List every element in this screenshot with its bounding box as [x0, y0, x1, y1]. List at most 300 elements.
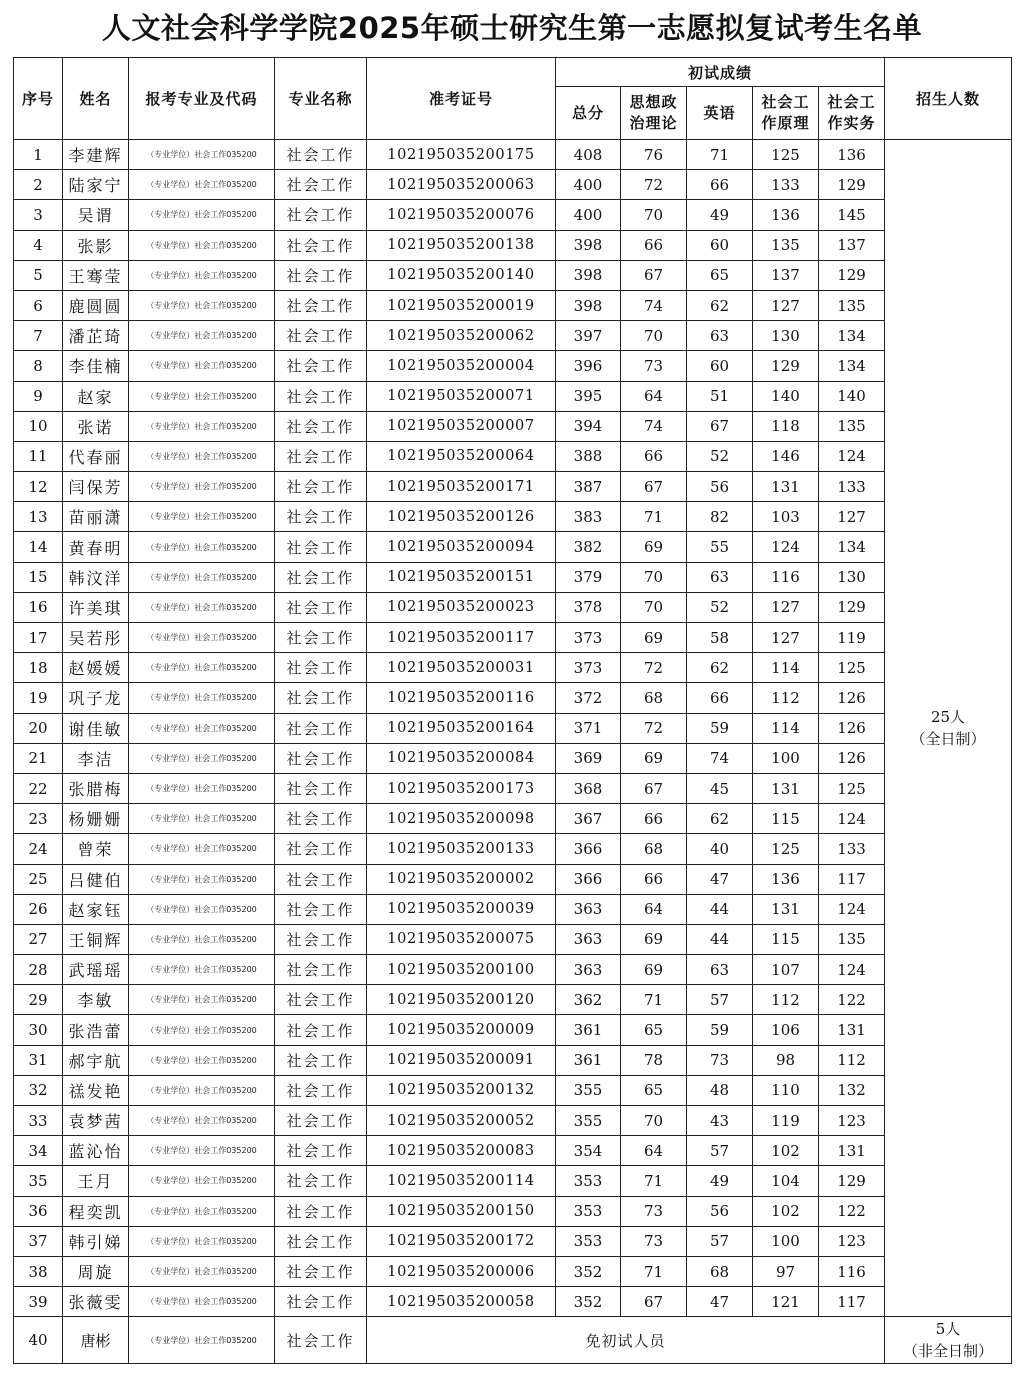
cell-major-name: 社会工作: [275, 1256, 367, 1286]
cell-principles: 112: [753, 683, 819, 713]
cell-major-name: 社会工作: [275, 592, 367, 622]
cell-seq: 13: [14, 502, 63, 532]
cell-politics: 64: [621, 381, 687, 411]
cell-practice: 129: [819, 260, 885, 290]
cell-major-code: （专业学位）社会工作035200: [129, 743, 275, 773]
cell-seq: 18: [14, 653, 63, 683]
cell-english: 82: [687, 502, 753, 532]
table-row: [14, 864, 1012, 894]
cell-major-code: （专业学位）社会工作035200: [129, 773, 275, 803]
cell-principles: 140: [753, 381, 819, 411]
cell-principles: 127: [753, 290, 819, 320]
cell-name: 赵家: [63, 381, 129, 411]
cell-major-name: 社会工作: [275, 502, 367, 532]
cell-politics: 70: [621, 1106, 687, 1136]
cell-politics: 70: [621, 592, 687, 622]
cell-major-code: （专业学位）社会工作035200: [129, 864, 275, 894]
cell-principles: 110: [753, 1075, 819, 1105]
table-row: [14, 804, 1012, 834]
cell-major-code: （专业学位）社会工作035200: [129, 170, 275, 200]
cell-name: 张影: [63, 230, 129, 260]
cell-exam-id: 102195035200098: [367, 804, 556, 834]
cell-total: 378: [556, 592, 621, 622]
cell-practice: 124: [819, 804, 885, 834]
cell-principles: 115: [753, 924, 819, 954]
cell-english: 65: [687, 260, 753, 290]
cell-major-name: 社会工作: [275, 864, 367, 894]
header-english: 英语: [687, 87, 753, 140]
cell-practice: 145: [819, 200, 885, 230]
cell-principles: 115: [753, 804, 819, 834]
cell-total: 398: [556, 290, 621, 320]
cell-english: 43: [687, 1106, 753, 1136]
cell-principles: 136: [753, 864, 819, 894]
cell-total: 397: [556, 321, 621, 351]
cell-major-code: （专业学位）社会工作035200: [129, 532, 275, 562]
table-row: [14, 260, 1012, 290]
table-row: [14, 170, 1012, 200]
cell-exam-id: 102195035200083: [367, 1136, 556, 1166]
cell-major-code: （专业学位）社会工作035200: [129, 140, 275, 170]
cell-seq: 39: [14, 1287, 63, 1317]
table-row: [14, 924, 1012, 954]
cell-english: 40: [687, 834, 753, 864]
cell-quota-parttime: [885, 1317, 1012, 1364]
cell-major-code: （专业学位）社会工作035200: [129, 924, 275, 954]
cell-seq: 10: [14, 411, 63, 441]
cell-english: 49: [687, 1166, 753, 1196]
cell-total: 355: [556, 1075, 621, 1105]
cell-english: 44: [687, 924, 753, 954]
cell-name: 唐彬: [63, 1317, 129, 1364]
cell-practice: 125: [819, 653, 885, 683]
cell-total: 363: [556, 955, 621, 985]
cell-name: 张薇雯: [63, 1287, 129, 1317]
cell-seq: 2: [14, 170, 63, 200]
cell-major-name: 社会工作: [275, 1136, 367, 1166]
cell-practice: 126: [819, 683, 885, 713]
cell-exam-id: 102195035200023: [367, 592, 556, 622]
table-row: [14, 1045, 1012, 1075]
cell-principles: 127: [753, 592, 819, 622]
cell-major-code: （专业学位）社会工作035200: [129, 230, 275, 260]
cell-major-code: （专业学位）社会工作035200: [129, 200, 275, 230]
table-row: [14, 1256, 1012, 1286]
cell-seq: 26: [14, 894, 63, 924]
cell-politics: 70: [621, 200, 687, 230]
cell-total: 363: [556, 924, 621, 954]
cell-exam-id: 102195035200075: [367, 924, 556, 954]
cell-exam-id: 102195035200117: [367, 623, 556, 653]
cell-english: 45: [687, 773, 753, 803]
cell-practice: 124: [819, 894, 885, 924]
cell-english: 68: [687, 1256, 753, 1286]
cell-major-name: 社会工作: [275, 472, 367, 502]
table-row: [14, 653, 1012, 683]
cell-total: 354: [556, 1136, 621, 1166]
cell-name: 许美琪: [63, 592, 129, 622]
cell-name: 张诺: [63, 411, 129, 441]
cell-exam-id: 102195035200039: [367, 894, 556, 924]
cell-principles: 131: [753, 472, 819, 502]
cell-exam-id: 102195035200006: [367, 1256, 556, 1286]
table-row: [14, 1075, 1012, 1105]
table-row: [14, 743, 1012, 773]
cell-major-code: （专业学位）社会工作035200: [129, 683, 275, 713]
cell-english: 66: [687, 170, 753, 200]
cell-total: 371: [556, 713, 621, 743]
cell-exam-id: 102195035200019: [367, 290, 556, 320]
cell-english: 62: [687, 653, 753, 683]
cell-seq: 30: [14, 1015, 63, 1045]
cell-politics: 78: [621, 1045, 687, 1075]
cell-major-code: （专业学位）社会工作035200: [129, 321, 275, 351]
cell-principles: 124: [753, 532, 819, 562]
cell-principles: 103: [753, 502, 819, 532]
cell-english: 52: [687, 441, 753, 471]
quota-fulltime-label: （全日制）: [910, 730, 986, 749]
cell-major-code: （专业学位）社会工作035200: [129, 713, 275, 743]
cell-total: 372: [556, 683, 621, 713]
cell-major-name: 社会工作: [275, 713, 367, 743]
cell-total: 398: [556, 230, 621, 260]
cell-politics: 72: [621, 653, 687, 683]
cell-exam-id: 102195035200076: [367, 200, 556, 230]
table-row: [14, 1226, 1012, 1256]
cell-major-name: 社会工作: [275, 1075, 367, 1105]
cell-practice: 122: [819, 1196, 885, 1226]
cell-name: 蓝沁怡: [63, 1136, 129, 1166]
table-row: [14, 1106, 1012, 1136]
cell-name: 黄春明: [63, 532, 129, 562]
cell-major-code: （专业学位）社会工作035200: [129, 1317, 275, 1364]
cell-total: 373: [556, 653, 621, 683]
cell-practice: 136: [819, 140, 885, 170]
quota-fulltime-count: 25人: [930, 708, 966, 727]
cell-major-name: 社会工作: [275, 351, 367, 381]
cell-principles: 131: [753, 894, 819, 924]
table-row: [14, 562, 1012, 592]
cell-total: 361: [556, 1045, 621, 1075]
cell-major-code: （专业学位）社会工作035200: [129, 804, 275, 834]
cell-principles: 118: [753, 411, 819, 441]
cell-total: 353: [556, 1226, 621, 1256]
cell-major-code: （专业学位）社会工作035200: [129, 351, 275, 381]
cell-major-code: （专业学位）社会工作035200: [129, 592, 275, 622]
cell-politics: 73: [621, 351, 687, 381]
cell-politics: 69: [621, 623, 687, 653]
cell-seq: 19: [14, 683, 63, 713]
cell-major-code: （专业学位）社会工作035200: [129, 834, 275, 864]
cell-principles: 107: [753, 955, 819, 985]
cell-name: 程奕凯: [63, 1196, 129, 1226]
cell-name: 王月: [63, 1166, 129, 1196]
cell-english: 59: [687, 1015, 753, 1045]
cell-english: 73: [687, 1045, 753, 1075]
cell-name: 潘芷琦: [63, 321, 129, 351]
cell-major-code: （专业学位）社会工作035200: [129, 955, 275, 985]
cell-exam-id: 102195035200004: [367, 351, 556, 381]
cell-politics: 66: [621, 441, 687, 471]
cell-principles: 116: [753, 562, 819, 592]
cell-name: 闫保芳: [63, 472, 129, 502]
cell-principles: 100: [753, 743, 819, 773]
cell-name: 鹿圆圆: [63, 290, 129, 320]
table-row: [14, 1136, 1012, 1166]
cell-major-name: 社会工作: [275, 743, 367, 773]
table-row: [14, 321, 1012, 351]
cell-seq: 12: [14, 472, 63, 502]
cell-english: 58: [687, 623, 753, 653]
cell-english: 56: [687, 1196, 753, 1226]
table-row: [14, 351, 1012, 381]
cell-principles: 127: [753, 623, 819, 653]
cell-exam-id: 102195035200132: [367, 1075, 556, 1105]
cell-major-name: 社会工作: [275, 834, 367, 864]
header-principles: [753, 87, 819, 140]
table-row: [14, 502, 1012, 532]
cell-major-name: 社会工作: [275, 321, 367, 351]
cell-principles: 130: [753, 321, 819, 351]
cell-seq: 28: [14, 955, 63, 985]
cell-principles: 133: [753, 170, 819, 200]
cell-practice: 134: [819, 321, 885, 351]
cell-total: 363: [556, 894, 621, 924]
cell-politics: 67: [621, 472, 687, 502]
cell-total: 373: [556, 623, 621, 653]
header-principles-line1: 社会工: [761, 93, 810, 111]
cell-major-code: （专业学位）社会工作035200: [129, 1287, 275, 1317]
cell-seq: 11: [14, 441, 63, 471]
cell-seq: 40: [14, 1317, 63, 1364]
cell-exam-id: 102195035200150: [367, 1196, 556, 1226]
cell-practice: 132: [819, 1075, 885, 1105]
cell-politics: 72: [621, 170, 687, 200]
cell-major-name: 社会工作: [275, 1196, 367, 1226]
cell-practice: 134: [819, 351, 885, 381]
cell-seq: 7: [14, 321, 63, 351]
cell-politics: 67: [621, 1287, 687, 1317]
cell-seq: 31: [14, 1045, 63, 1075]
cell-practice: 122: [819, 985, 885, 1015]
header-politics: [621, 87, 687, 140]
cell-name: 赵家钰: [63, 894, 129, 924]
cell-name: 赵媛媛: [63, 653, 129, 683]
cell-name: 李洁: [63, 743, 129, 773]
cell-politics: 71: [621, 1256, 687, 1286]
table-row: [14, 955, 1012, 985]
cell-name: 苗丽潇: [63, 502, 129, 532]
cell-total: 369: [556, 743, 621, 773]
cell-practice: 135: [819, 924, 885, 954]
cell-politics: 66: [621, 804, 687, 834]
cell-politics: 64: [621, 1136, 687, 1166]
cell-english: 47: [687, 1287, 753, 1317]
table-row: [14, 200, 1012, 230]
cell-major-name: 社会工作: [275, 441, 367, 471]
cell-seq: 4: [14, 230, 63, 260]
cell-seq: 20: [14, 713, 63, 743]
cell-seq: 27: [14, 924, 63, 954]
cell-major-code: （专业学位）社会工作035200: [129, 290, 275, 320]
cell-seq: 14: [14, 532, 63, 562]
cell-principles: 114: [753, 653, 819, 683]
table-row: [14, 140, 1012, 170]
cell-major-name: 社会工作: [275, 924, 367, 954]
cell-name: 代春丽: [63, 441, 129, 471]
cell-principles: 119: [753, 1106, 819, 1136]
cell-politics: 67: [621, 260, 687, 290]
cell-principles: 102: [753, 1136, 819, 1166]
cell-practice: 131: [819, 1015, 885, 1045]
cell-english: 63: [687, 562, 753, 592]
table-row: [14, 381, 1012, 411]
cell-major-name: 社会工作: [275, 381, 367, 411]
cell-seq: 29: [14, 985, 63, 1015]
header-name: 姓名: [63, 58, 129, 140]
cell-practice: 124: [819, 955, 885, 985]
cell-exam-id: 102195035200114: [367, 1166, 556, 1196]
cell-principles: 112: [753, 985, 819, 1015]
cell-name: 袁梦茜: [63, 1106, 129, 1136]
cell-english: 49: [687, 200, 753, 230]
cell-politics: 70: [621, 321, 687, 351]
cell-exam-id: 102195035200171: [367, 472, 556, 502]
cell-seq: 35: [14, 1166, 63, 1196]
cell-major-code: （专业学位）社会工作035200: [129, 1075, 275, 1105]
header-major-name: 专业名称: [275, 58, 367, 140]
table-row: [14, 834, 1012, 864]
cell-politics: 70: [621, 562, 687, 592]
table-row: [14, 472, 1012, 502]
cell-english: 67: [687, 411, 753, 441]
cell-english: 56: [687, 472, 753, 502]
cell-principles: 125: [753, 834, 819, 864]
cell-seq: 6: [14, 290, 63, 320]
cell-exam-id: 102195035200009: [367, 1015, 556, 1045]
cell-major-name: 社会工作: [275, 1226, 367, 1256]
cell-major-name: 社会工作: [275, 140, 367, 170]
page-title: 人文社会科学学院2025年硕士研究生第一志愿拟复试考生名单: [101, 11, 923, 45]
table-row: [14, 1015, 1012, 1045]
table-row: [14, 411, 1012, 441]
cell-principles: 114: [753, 713, 819, 743]
cell-major-name: 社会工作: [275, 411, 367, 441]
cell-name: 韩汶洋: [63, 562, 129, 592]
cell-exam-id: 102195035200084: [367, 743, 556, 773]
table-row: [14, 713, 1012, 743]
cell-exam-id: 102195035200094: [367, 532, 556, 562]
cell-major-name: 社会工作: [275, 1317, 367, 1364]
table-row: [14, 290, 1012, 320]
cell-major-code: （专业学位）社会工作035200: [129, 1045, 275, 1075]
header-politics-line1: 思想政: [629, 93, 678, 111]
cell-name: 周旋: [63, 1256, 129, 1286]
cell-total: 408: [556, 140, 621, 170]
cell-total: 379: [556, 562, 621, 592]
cell-practice: 140: [819, 381, 885, 411]
cell-english: 47: [687, 864, 753, 894]
cell-politics: 74: [621, 411, 687, 441]
cell-exam-id: 102195035200138: [367, 230, 556, 260]
cell-name: 张浩蕾: [63, 1015, 129, 1045]
cell-english: 60: [687, 230, 753, 260]
cell-english: 57: [687, 1226, 753, 1256]
cell-total: 355: [556, 1106, 621, 1136]
cell-name: 禚发艳: [63, 1075, 129, 1105]
cell-exam-id: 102195035200175: [367, 140, 556, 170]
cell-politics: 68: [621, 683, 687, 713]
cell-major-name: 社会工作: [275, 804, 367, 834]
header-seq: 序号: [14, 58, 63, 140]
cell-seq: 8: [14, 351, 63, 381]
cell-quota-fulltime: [885, 140, 1012, 1317]
cell-seq: 32: [14, 1075, 63, 1105]
cell-exam-id: 102195035200091: [367, 1045, 556, 1075]
cell-total: 382: [556, 532, 621, 562]
cell-politics: 65: [621, 1015, 687, 1045]
cell-principles: 137: [753, 260, 819, 290]
cell-seq: 22: [14, 773, 63, 803]
cell-politics: 72: [621, 713, 687, 743]
cell-major-code: （专业学位）社会工作035200: [129, 894, 275, 924]
cell-english: 66: [687, 683, 753, 713]
cell-total: 366: [556, 834, 621, 864]
cell-practice: 117: [819, 1287, 885, 1317]
cell-exam-id: 102195035200151: [367, 562, 556, 592]
table-row: [14, 1196, 1012, 1226]
cell-name: 李佳楠: [63, 351, 129, 381]
cell-english: 57: [687, 1136, 753, 1166]
cell-major-name: 社会工作: [275, 623, 367, 653]
cell-english: 63: [687, 321, 753, 351]
cell-name: 武瑶瑶: [63, 955, 129, 985]
cell-major-code: （专业学位）社会工作035200: [129, 441, 275, 471]
cell-principles: 131: [753, 773, 819, 803]
cell-name: 郝宇航: [63, 1045, 129, 1075]
header-practice: [819, 87, 885, 140]
cell-principles: 135: [753, 230, 819, 260]
cell-seq: 37: [14, 1226, 63, 1256]
cell-major-name: 社会工作: [275, 985, 367, 1015]
cell-seq: 3: [14, 200, 63, 230]
cell-politics: 69: [621, 532, 687, 562]
cell-exam-id: 102195035200126: [367, 502, 556, 532]
cell-exam-id: 102195035200031: [367, 653, 556, 683]
cell-principles: 104: [753, 1166, 819, 1196]
cell-major-name: 社会工作: [275, 1166, 367, 1196]
table-row: [14, 532, 1012, 562]
cell-total: 400: [556, 170, 621, 200]
cell-name: 吴谓: [63, 200, 129, 230]
cell-major-code: （专业学位）社会工作035200: [129, 472, 275, 502]
cell-major-code: （专业学位）社会工作035200: [129, 653, 275, 683]
cell-name: 谢佳敏: [63, 713, 129, 743]
cell-politics: 71: [621, 1166, 687, 1196]
cell-principles: 97: [753, 1256, 819, 1286]
table-row: [14, 894, 1012, 924]
cell-major-code: （专业学位）社会工作035200: [129, 1166, 275, 1196]
cell-exam-id: 102195035200100: [367, 955, 556, 985]
cell-exam-id: 102195035200064: [367, 441, 556, 471]
cell-principles: 146: [753, 441, 819, 471]
cell-politics: 65: [621, 1075, 687, 1105]
header-score-group: 初试成绩: [556, 58, 885, 87]
cell-principles: 100: [753, 1226, 819, 1256]
cell-name: 王骞莹: [63, 260, 129, 290]
cell-total: 361: [556, 1015, 621, 1045]
cell-practice: 131: [819, 1136, 885, 1166]
